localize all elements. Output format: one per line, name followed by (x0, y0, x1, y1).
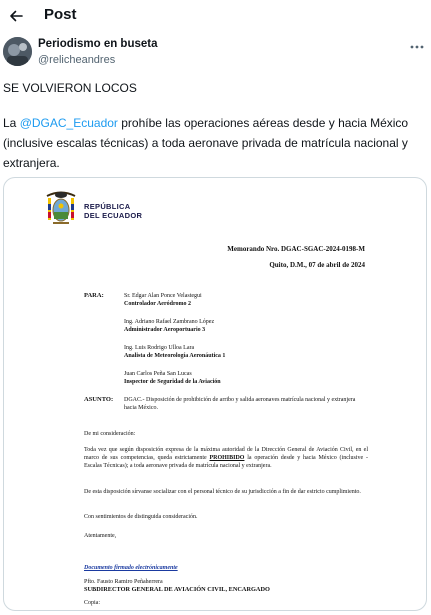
republica-label: REPÚBLICA (84, 202, 131, 211)
greeting: De mi consideración: (84, 431, 136, 437)
recipient-role: Controlador Aeródromo 2 (124, 301, 191, 307)
del-ecuador-label: DEL ECUADOR (84, 211, 143, 220)
asunto-text: DGAC.- Disposición de prohibición de arribo y salida aeronaves matrícula nacional y extranjera hacia México. (124, 397, 356, 411)
author-handle[interactable]: @relicheandres (38, 54, 116, 66)
closing: Atentamente, (84, 533, 117, 539)
mention-link[interactable]: @DGAC_Ecuador (19, 116, 118, 130)
signature-note: Documento firmado electrónicamente (84, 565, 178, 571)
tweet-text-prefix: La (3, 116, 20, 130)
attached-image[interactable] (3, 177, 427, 611)
ecuador-coat-of-arms-icon (44, 190, 78, 228)
body1-prohibido: PROHIBIDO (209, 455, 245, 461)
avatar[interactable] (3, 37, 32, 66)
recipient-role: Administrador Aeroportuario 3 (124, 327, 206, 333)
recipient-name: Sr. Edgar Alan Ponce Velastegui (124, 293, 202, 299)
tweet-text-line1: SE VOLVIERON LOCOS (3, 81, 137, 95)
recipient (124, 292, 202, 308)
memo-date: Quito, D.M., 07 de abril de 2024 (269, 261, 365, 269)
signer-name: Pfto. Fausto Ramiro Peñaherrera (84, 579, 163, 585)
back-button[interactable] (6, 6, 26, 26)
para-label: PARA: (84, 292, 104, 299)
more-options-button[interactable] (410, 36, 424, 52)
memo-document (4, 178, 427, 611)
memo-number: Memorando Nro. DGAC-SGAC-2024-0198-M (227, 245, 365, 253)
recipient-name: Juan Carlos Peña San Lucas (124, 371, 192, 377)
recipient-role: Analista de Meteorología Aeronáutica 1 (124, 353, 226, 359)
body-paragraph-1 (84, 446, 368, 470)
recipient (124, 370, 221, 386)
top-bar (0, 0, 431, 32)
copia-label: Copia: (84, 600, 100, 606)
recipient (124, 344, 225, 360)
recipient-role: Inspector de Seguridad de la Aviación (124, 379, 221, 385)
more-horizontal-icon (410, 45, 424, 49)
body1-pre: Toda vez que según disposición expresa de la máxima autoridad de la Dirección General de Aviación Civil, en el marco de sus competencias, queda estrictamente (84, 447, 368, 461)
page-title: Post (44, 6, 77, 23)
arrow-left-icon (8, 8, 24, 24)
asunto-label: ASUNTO: (84, 396, 114, 403)
body1-post: la operación desde y hacia México (inclusive - Escalas Técnicas); a toda aeronave privada de matrícula nacional y extranjera. (84, 455, 368, 469)
signer-title: SUBDIRECTOR GENERAL DE AVIACIÓN CIVIL, ENCARGADO (84, 586, 270, 593)
tweet-text-rest: prohíbe las operaciones aéreas desde y hacia México (inclusive escalas técnicas) a toda aeronave privada de matrícula nacional y extranjera. (3, 116, 409, 170)
author-name[interactable]: Periodismo en buseta (38, 38, 158, 50)
recipient-name: Ing. Adriano Rafael Zambrano López (124, 319, 215, 325)
body-paragraph-3: Con sentimientos de distinguida consideración. (84, 514, 198, 520)
recipient (124, 318, 214, 334)
avatar-image (3, 37, 32, 66)
tweet-text-body (3, 113, 428, 173)
recipient-name: Ing. Luis Rodrigo Ulloa Lara (124, 345, 195, 351)
body-paragraph-2: De esta disposición sírvanse socializar con el personal técnico de su jurisdicción a fin de dar estricto cumplimiento. (84, 489, 361, 495)
